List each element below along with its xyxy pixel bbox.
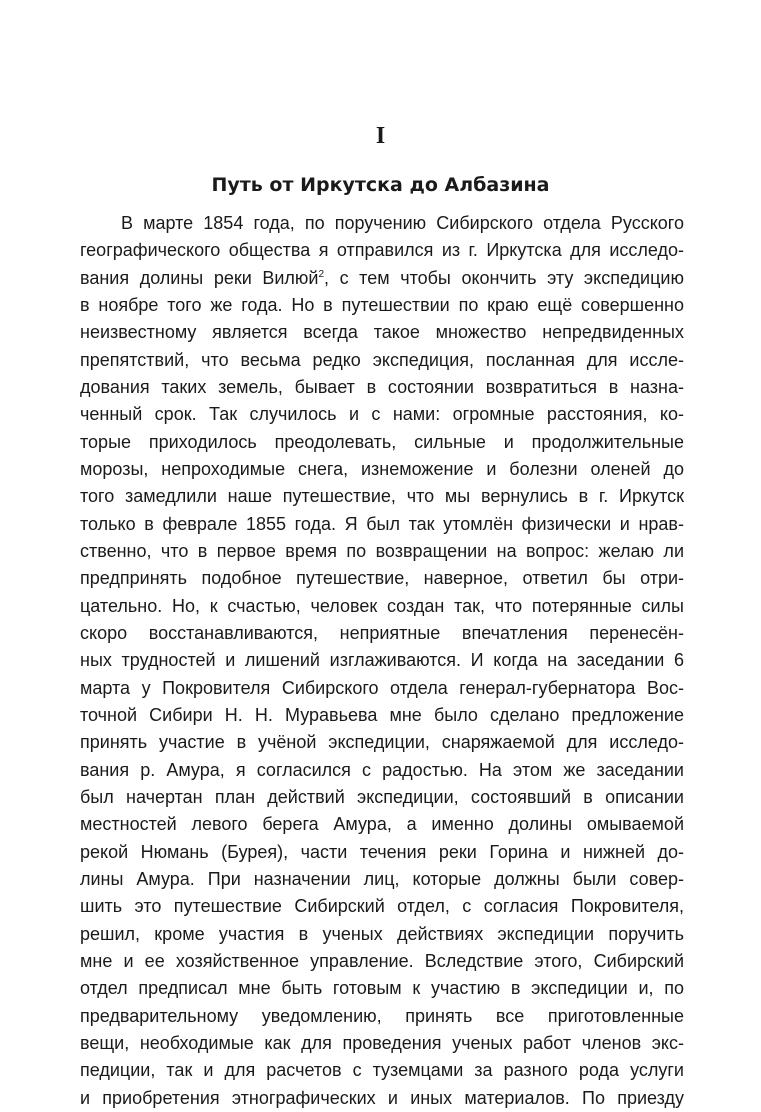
text-line: предварительному уведомлению, принять все приготовленные [80, 1005, 684, 1026]
text-line: решил, кроме участия в ученых действиях экспедиции поручить [80, 923, 684, 944]
text-line: ственно, что в первое время по возвращении на вопрос: желаю ли [80, 540, 684, 561]
text-line: ных трудностей и лишений изглаживаются. И когда на заседании 6 [80, 650, 684, 671]
text-line: вещи, необходимые как для проведения ученых работ членов экс- [80, 1032, 684, 1053]
text-line: только в феврале 1855 года. Я был так утомлён физически и нрав- [80, 513, 684, 534]
text-line: был начертан план действий экспедиции, состоявший в описании [80, 786, 684, 807]
text-line: лины Амура. При назначении лиц, которые должны были совер- [80, 868, 684, 889]
text-line: и приобретения этнографических и иных материалов. По приезду [80, 1087, 684, 1108]
text-line: того замедлили наше путешествие, что мы вернулись в г. Иркутск [80, 486, 684, 507]
text-line: торые приходилось преодолевать, сильные и продолжительные [80, 431, 684, 452]
text-line: неизвестному является всегда такое множество непредвиденных [80, 322, 684, 343]
text-line: принять участие в учёной экспедиции, снаряжаемой для исследо- [80, 732, 684, 753]
text-line: рекой Нюмань (Бурея), части течения реки Горина и нижней до- [80, 841, 684, 862]
text-line: препятствий, что весьма редко экспедиция, посланная для иссле- [80, 349, 684, 370]
text-line: шить это путешествие Сибирский отдел, с согласия Покровителя, [80, 896, 684, 917]
text-line: скоро восстанавливаются, неприятные впечатления перенесён- [80, 622, 684, 643]
text-line: географического общества я отправился из г. Иркутска для исследо- [80, 240, 684, 261]
body-paragraph [80, 210, 684, 1112]
text-line: в ноябре того же года. Но в путешествии по краю ещё совершенно [80, 294, 684, 315]
text-line: местностей левого берега Амура, а именно долины омываемой [80, 814, 684, 835]
text-line: дования таких земель, бывает в состоянии возвратиться в назна- [80, 376, 684, 397]
text-line: мне и ее хозяйственное управление. Вследствие этого, Сибирский [80, 950, 684, 971]
text-line: ченный срок. Так случилось и с нами: огромные расстояния, ко- [80, 404, 684, 425]
chapter-number: I [375, 123, 386, 149]
text-line: точной Сибири Н. Н. Муравьева мне было сделано предложение [80, 704, 684, 725]
text-line-part: вания долины реки Вилюй$^2$, с тем чтобы окончить эту экспедицию [80, 267, 684, 288]
text-line: отдел предписал мне быть готовым к участию в экспедиции и, по [80, 978, 684, 999]
text-line: педиции, так и для расчетов с туземцами за разного рода услуги [80, 1060, 684, 1081]
text-line: предпринять подобное путешествие, наверное, ответил бы отри- [80, 568, 684, 589]
text-line: марта у Покровителя Сибирского отдела генерал-губернатора Вос- [80, 677, 684, 698]
footnote-marker: 2 [318, 268, 325, 280]
text-line: В марте 1854 года, по поручению Сибирского отдела Русского [121, 213, 684, 233]
text-line: морозы, непроходимые снега, изнеможение и болезни оленей до [80, 458, 684, 479]
text-line-with-footnote [80, 265, 684, 292]
text-line: цательно. Но, к счастью, человек создан так, что потерянные силы [80, 595, 684, 616]
text-line: вания р. Амура, я согласился с радостью. На этом же заседании [80, 759, 684, 780]
chapter-title: Путь от Иркутска до Албазина [211, 174, 550, 196]
